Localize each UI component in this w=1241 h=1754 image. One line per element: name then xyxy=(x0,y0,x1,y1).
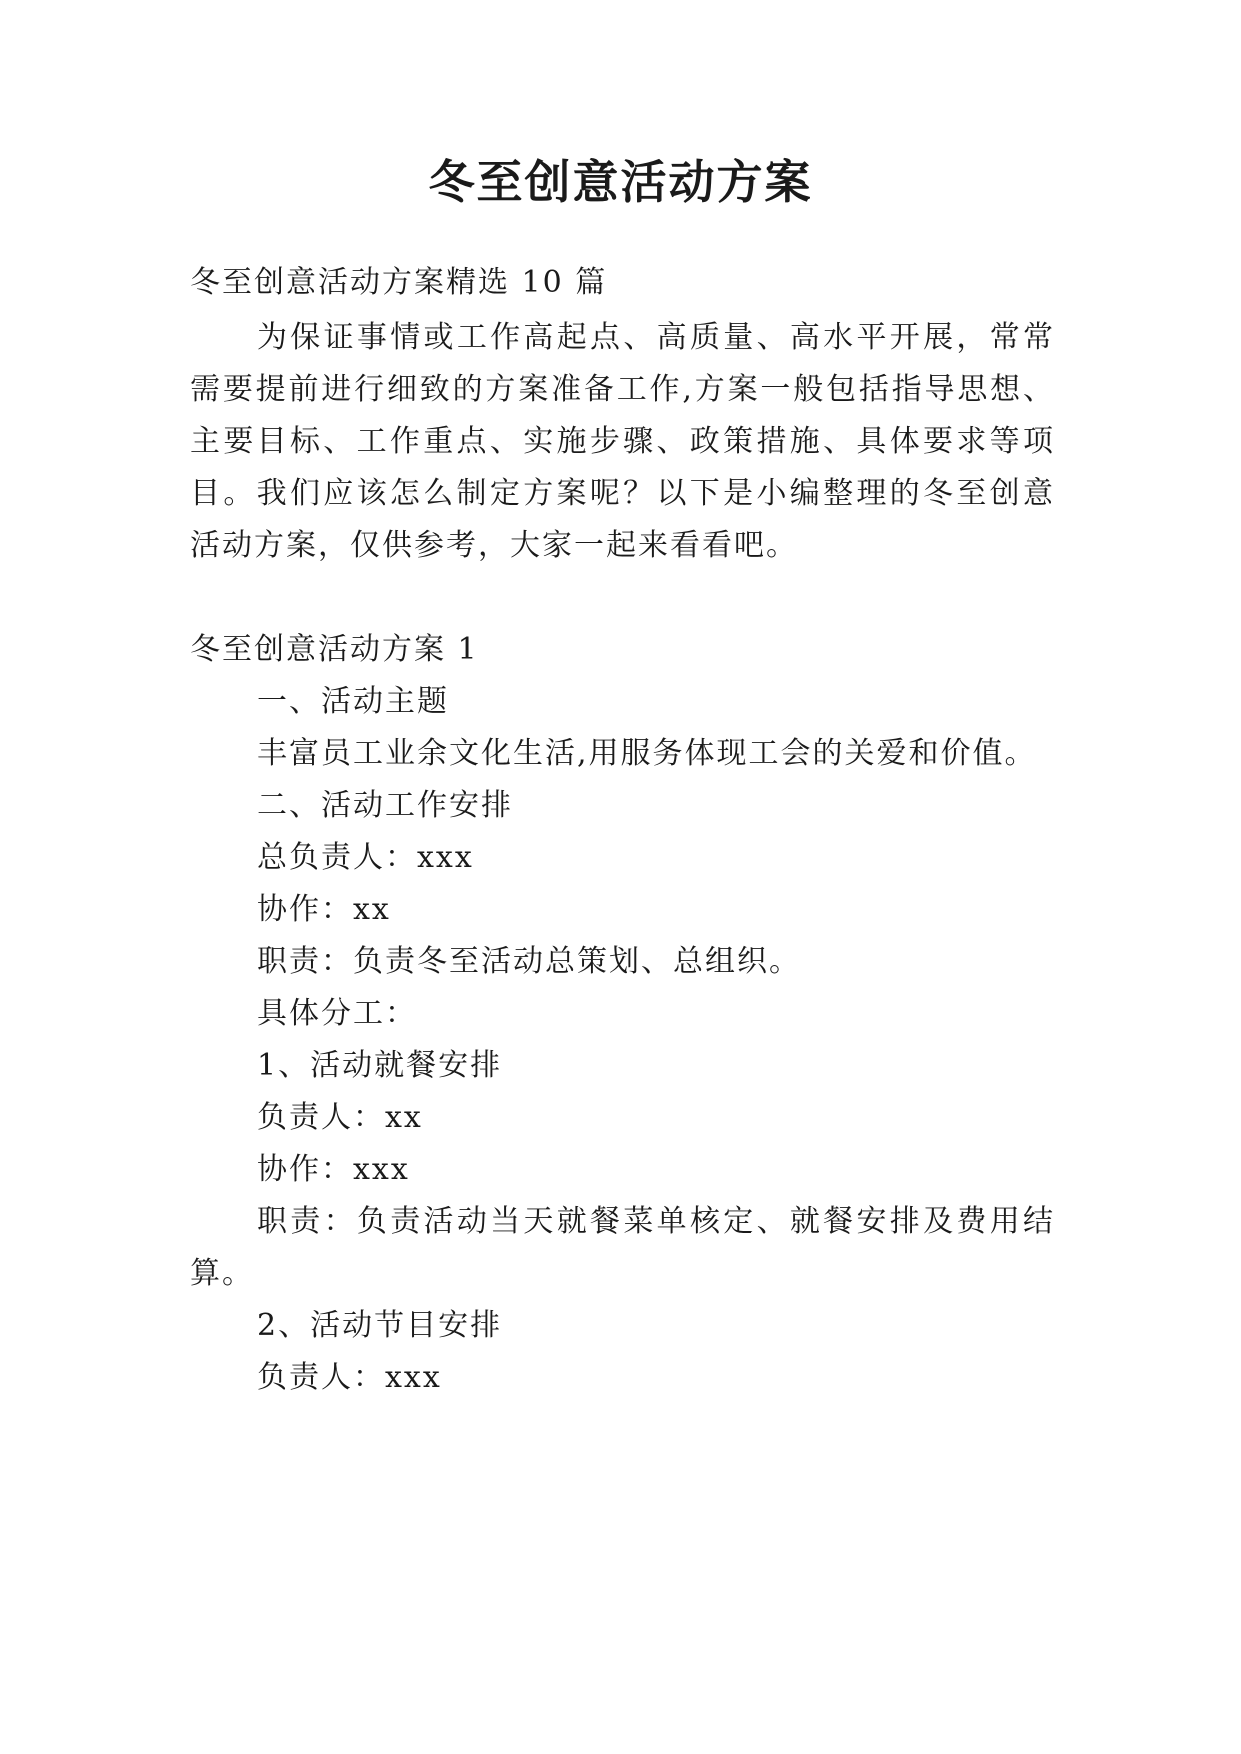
section-title: 冬至创意活动方案 1 xyxy=(190,632,479,667)
intro-line-3: 主要目标、工作重点、实施步骤、政策措施、具体要求等项 xyxy=(190,424,1055,459)
program-heading: 2、活动节目安排 xyxy=(257,1308,503,1343)
intro-line-5: 活动方案，仅供参考，大家一起来看看吧。 xyxy=(190,528,798,563)
document-subtitle: 冬至创意活动方案精选 10 篇 xyxy=(190,265,608,300)
chief-line: 总负责人：xxx xyxy=(257,840,474,875)
dining-lead-line: 负责人：xx xyxy=(257,1100,423,1135)
program-lead-line: 负责人：xxx xyxy=(257,1360,442,1395)
intro-line-2: 需要提前进行细致的方案准备工作,方案一般包括指导思想、 xyxy=(190,372,1055,407)
intro-line-1: 为保证事情或工作高起点、高质量、高水平开展，常常 xyxy=(257,320,1055,355)
dining-duty-line-b: 算。 xyxy=(190,1256,254,1291)
theme-heading: 一、活动主题 xyxy=(257,684,449,719)
dining-duty-line-a: 职责：负责活动当天就餐菜单核定、就餐安排及费用结 xyxy=(257,1204,1055,1239)
division-line: 具体分工： xyxy=(257,996,417,1031)
dining-assist-line: 协作：xxx xyxy=(257,1152,410,1187)
intro-line-4: 目。我们应该怎么制定方案呢？以下是小编整理的冬至创意 xyxy=(190,476,1055,511)
document-title: 冬至创意活动方案 xyxy=(428,155,813,209)
dining-heading: 1、活动就餐安排 xyxy=(257,1048,503,1083)
duty-line-1: 职责：负责冬至活动总策划、总组织。 xyxy=(257,944,801,979)
assist-line-1: 协作：xx xyxy=(257,892,391,927)
work-heading: 二、活动工作安排 xyxy=(257,788,513,823)
theme-text: 丰富员工业余文化生活,用服务体现工会的关爱和价值。 xyxy=(257,736,1037,771)
